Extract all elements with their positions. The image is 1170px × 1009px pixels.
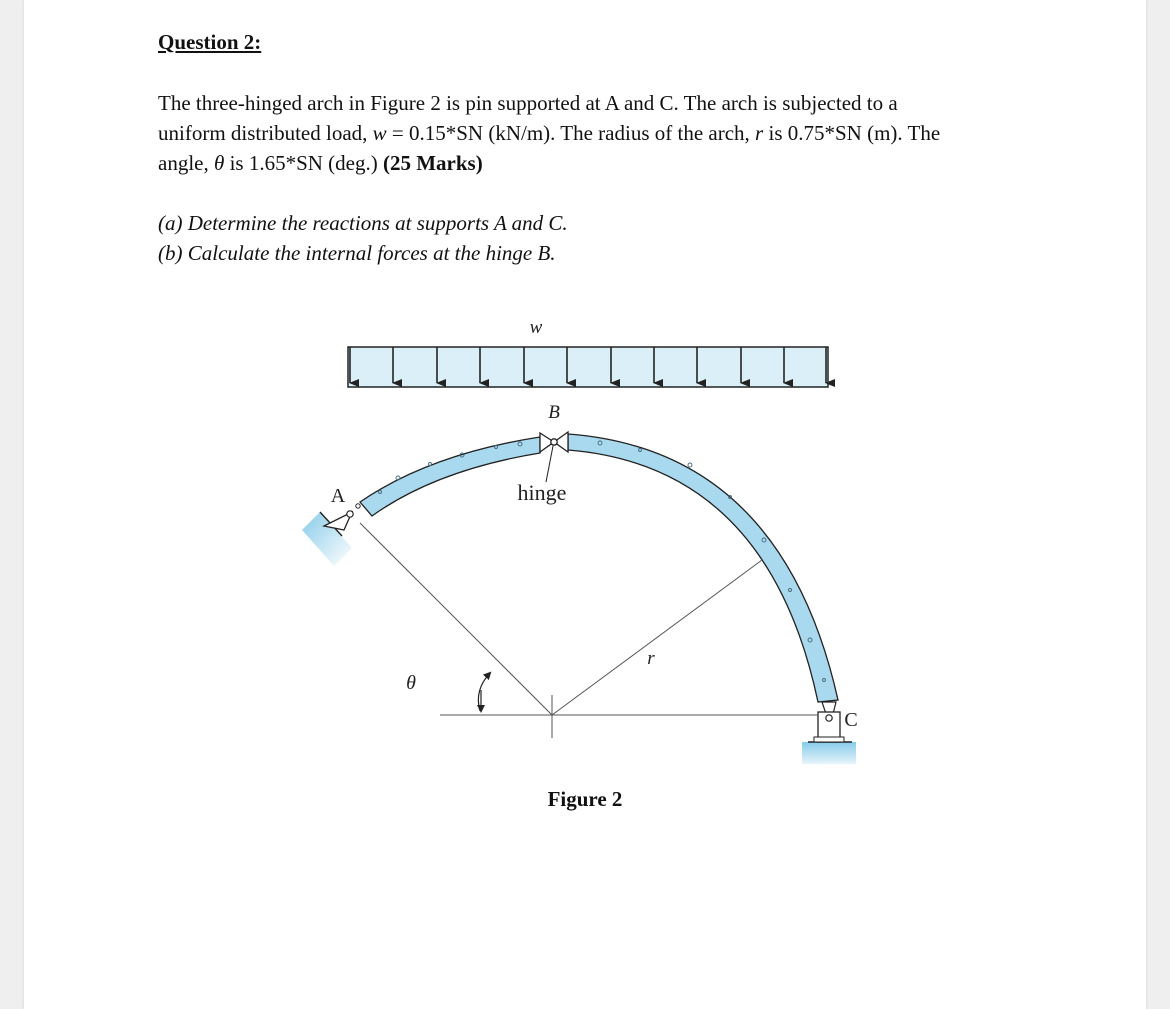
hinge-b (540, 432, 568, 452)
load-label: w (529, 317, 543, 338)
support-c-label: C (844, 709, 858, 731)
paragraph-line-1: The three-hinged arch in Figure 2 is pin supported at A and C. The arch is subjected to a (158, 91, 898, 115)
support-a (302, 504, 360, 566)
radius-label: r (647, 648, 655, 669)
part-a: (a) Determine the reactions at supports A and C. (158, 211, 568, 235)
hinge-point-label: B (548, 402, 560, 423)
arch-segment-left (360, 437, 540, 516)
hinge-leader-line (546, 446, 553, 482)
question-title: Question 2: (158, 30, 262, 54)
paragraph-line-2: uniform distributed load, w = 0.15*SN (kN/m). The radius of the arch, r is 0.75*SN (m). The (158, 121, 941, 145)
support-a-label: A (330, 485, 346, 507)
geometry-lines (360, 523, 818, 738)
angle-arc (478, 673, 490, 711)
hinge-label: hinge (517, 480, 567, 505)
arch-segment-right (568, 434, 838, 702)
angle-label: θ (406, 672, 416, 694)
paragraph-line-3: angle, θ is 1.65*SN (deg.) (25 Marks) (158, 151, 483, 175)
figure-caption: Figure 2 (547, 787, 623, 811)
distributed-load-block (348, 347, 828, 387)
marks-label: (25 Marks) (382, 151, 483, 175)
part-b: (b) Calculate the internal forces at the hinge B. (158, 241, 556, 265)
